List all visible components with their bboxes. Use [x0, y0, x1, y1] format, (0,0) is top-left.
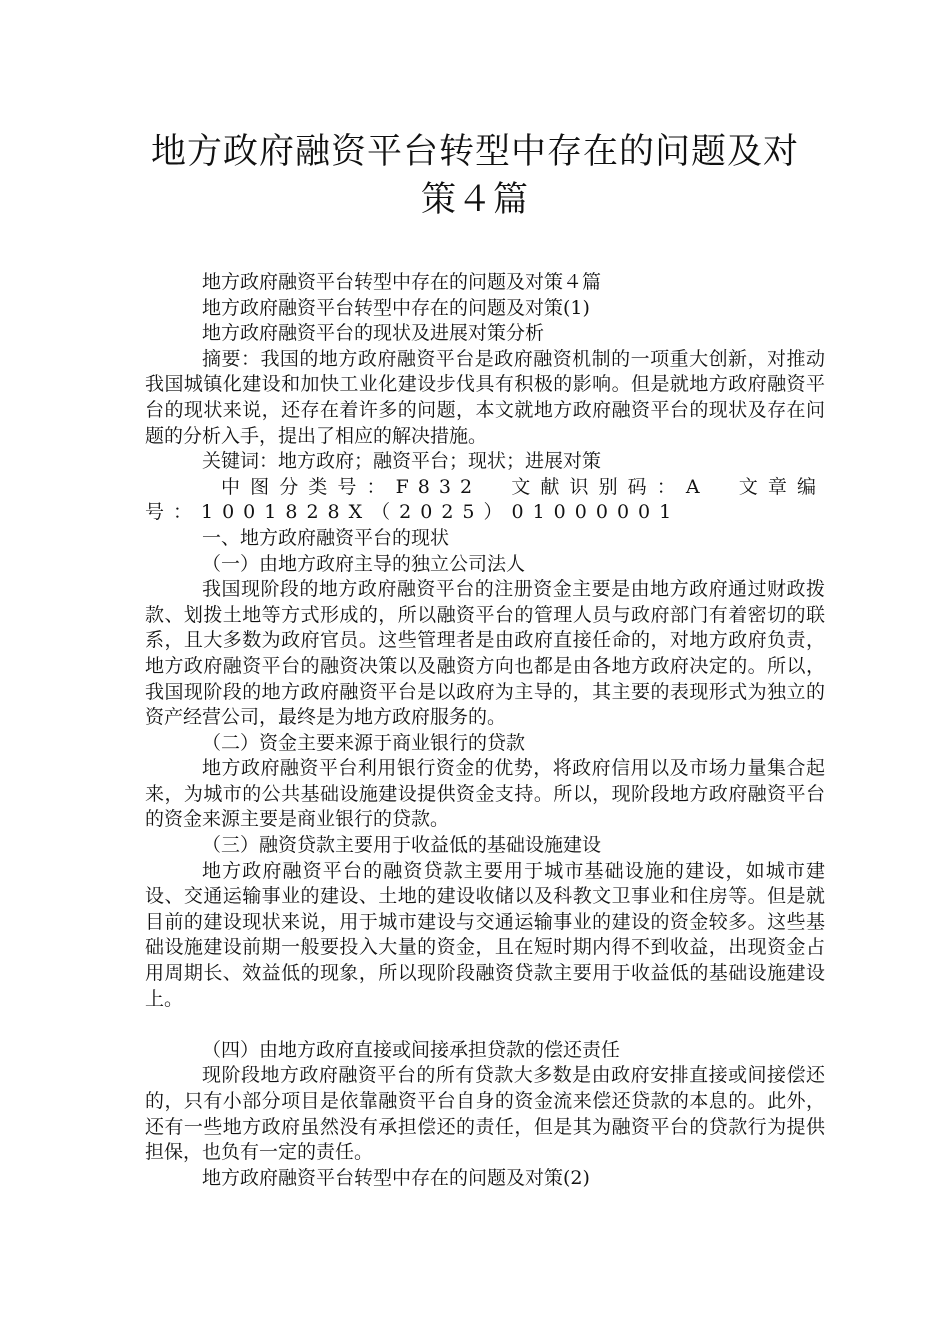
- section-title-1: 地方政府融资平台转型中存在的问题及对策(1): [202, 296, 590, 319]
- subheading-4: （四）由地方政府直接或间接承担贷款的偿还责任: [202, 1038, 621, 1061]
- document-title: [100, 128, 850, 224]
- paragraph-3: 地方政府融资平台的融资贷款主要用于城市基础设施的建设，如城市建设、交通运输事业的建设、土地的建设收储以及科教文卫事业和住房等。但是就目前的建设现状来说，用于城市建设与交通运输事业的建设的资金较多。这些基础设施建设前期一般要投入大量的资金，且在短时期内得不到收益，出现资金占用周期长、效益低的现象，所以现阶段融资贷款主要用于收益低的基础设施建设上。: [145, 859, 825, 1010]
- paragraph-2: 地方政府融资平台利用银行资金的优势，将政府信用以及市场力量集合起来，为城市的公共基础设施建设提供资金支持。所以，现阶段地方政府融资平台的资金来源主要是商业银行的贷款。: [145, 757, 825, 831]
- doc-heading: 地方政府融资平台转型中存在的问题及对策４篇: [202, 271, 602, 293]
- article-title: 地方政府融资平台的现状及进展对策分析: [202, 322, 545, 345]
- classification-text: 中图分类号：F832 文献识别码：A 文章编号：1001828X（2025）01000001: [145, 475, 825, 524]
- heading-part-1: 一、地方政府融资平台的现状: [202, 526, 450, 549]
- document-body: [145, 270, 825, 1191]
- blank-line: [145, 1012, 825, 1038]
- keywords: 关键词：地方政府；融资平台；现状；进展对策: [202, 450, 602, 473]
- title-line-2: 策４篇: [420, 180, 529, 220]
- paragraph-1: 我国现阶段的地方政府融资平台的注册资金主要是由地方政府通过财政拨款、划拨土地等方式形成的，所以融资平台的管理人员与政府部门有着密切的联系，且大多数为政府官员。这些管理者是由政府直接任命的，对地方政府负责，地方政府融资平台的融资决策以及融资方向也都是由各地方政府决定的。所以，我国现阶段的地方政府融资平台是以政府为主导的，其主要的表现形式为独立的资产经营公司，最终是为地方政府服务的。: [145, 578, 825, 729]
- subheading-3: （三）融资贷款主要用于收益低的基础设施建设: [202, 834, 602, 857]
- subheading-1: （一）由地方政府主导的独立公司法人: [202, 552, 526, 575]
- classification-line: [145, 475, 825, 526]
- abstract: 摘要：我国的地方政府融资平台是政府融资机制的一项重大创新，对推动我国城镇化建设和加快工业化建设步伐具有积极的影响。但是就地方政府融资平台的现状来说，还存在着许多的问题，本文就地方政府融资平台的现状及存在问题的分析入手，提出了相应的解决措施。: [145, 347, 825, 447]
- title-line-1: 地方政府融资平台转型中存在的问题及对: [150, 132, 799, 172]
- section-title-2: 地方政府融资平台转型中存在的问题及对策(2): [202, 1166, 590, 1189]
- subheading-2: （二）资金主要来源于商业银行的贷款: [202, 731, 526, 754]
- paragraph-4: 现阶段地方政府融资平台的所有贷款大多数是由政府安排直接或间接偿还的，只有小部分项目是依靠融资平台自身的资金流来偿还贷款的本息的。此外，还有一些地方政府虽然没有承担偿还的责任，但是其为融资平台的贷款行为提供担保，也负有一定的责任。: [145, 1064, 825, 1164]
